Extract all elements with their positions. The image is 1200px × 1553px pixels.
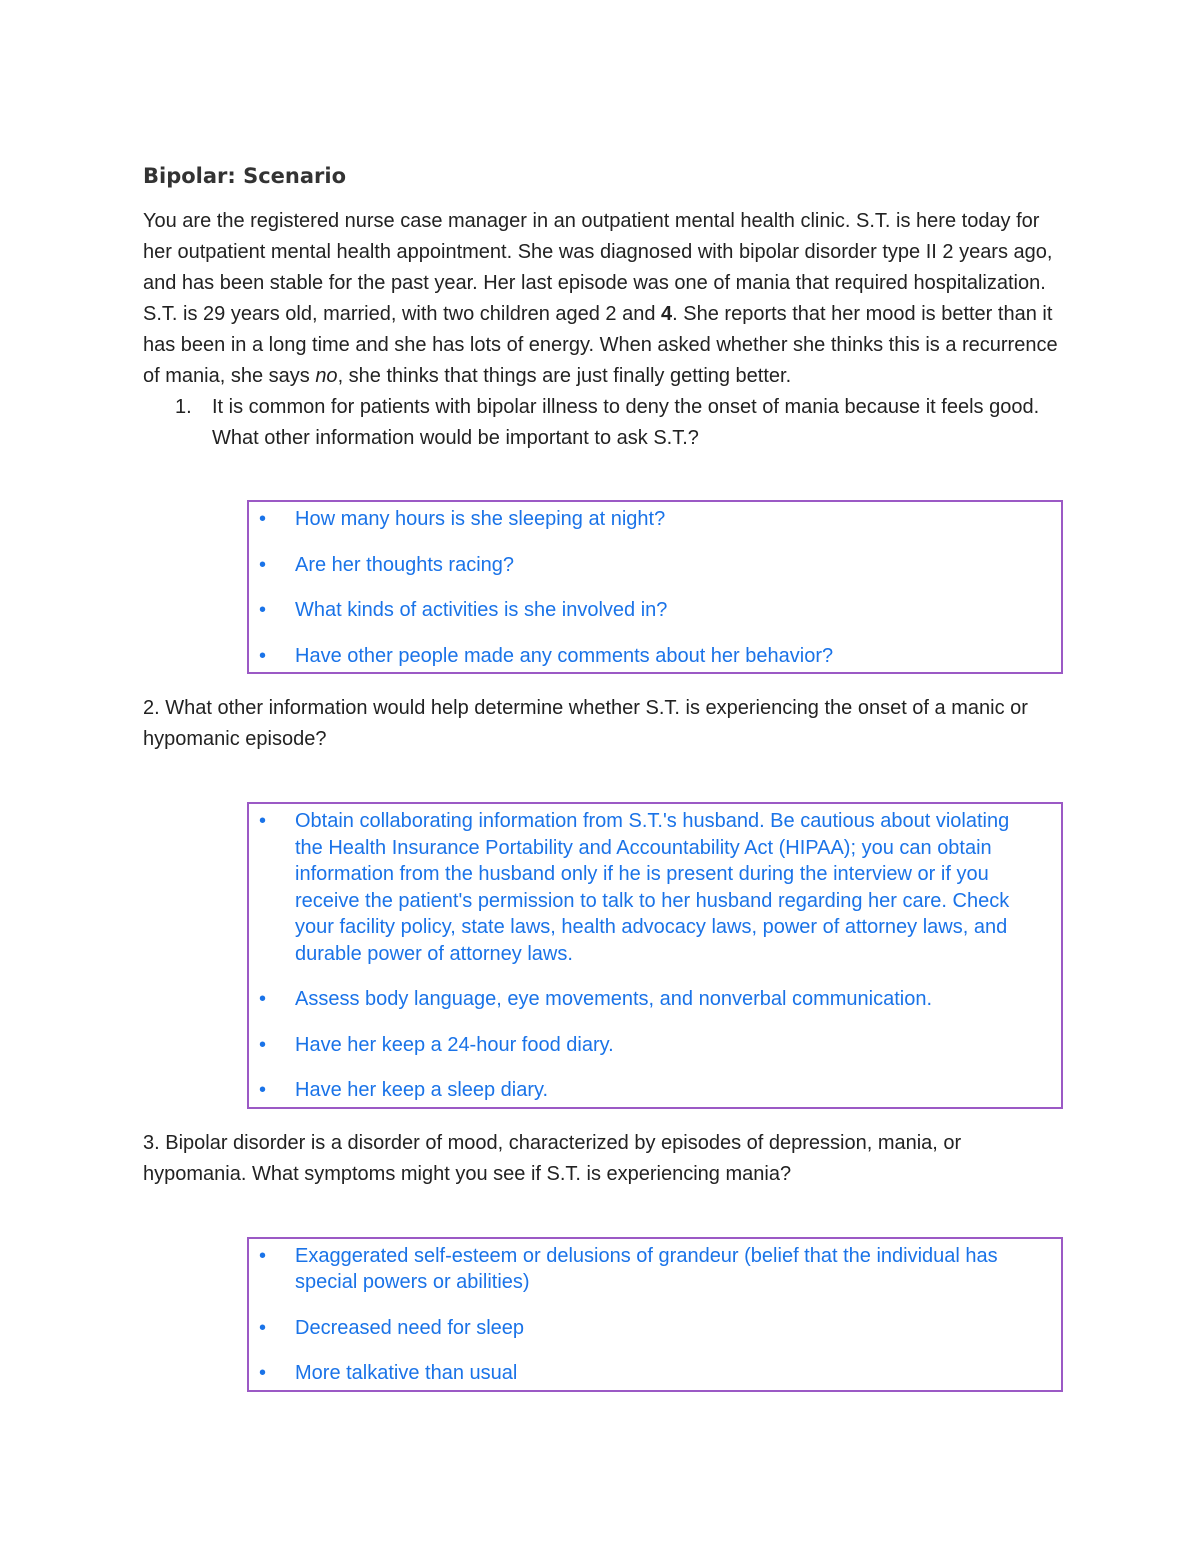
bullet-icon: •	[259, 1079, 267, 1101]
answer-2-3	[259, 1032, 1041, 1059]
answer-2-2-text: Assess body language, eye movements, and nonverbal communication.	[295, 988, 933, 1010]
scenario-text-3: , she thinks that things are just finally getting better.	[337, 365, 792, 387]
question-3-text: 3. Bipolar disorder is a disorder of mood, characterized by episodes of depression, mania, or hypomania. What symptoms might you see if S.T. is experiencing mania?	[143, 1131, 962, 1185]
answer-1-1	[259, 506, 1041, 533]
bullet-icon: •	[259, 644, 267, 667]
answer-box-2	[247, 802, 1063, 1109]
answer-1-4-text: Have other people made any comments about her behavior?	[295, 644, 834, 667]
bullet-icon: •	[259, 1316, 267, 1339]
scenario-italic-no: no	[315, 365, 338, 387]
scenario-paragraph	[143, 206, 1063, 392]
document-page	[143, 160, 1063, 1392]
answer-box-1	[247, 500, 1063, 674]
answer-2-1	[259, 808, 1041, 967]
answer-list-3	[259, 1243, 1041, 1387]
answer-2-1-text: Obtain collaborating information from S.T.'s husband. Be cautious about violating the Health Insurance Portability and Accountability Act (HIPAA); you can obtain information from the husband only if he is present during the interview or if you receive the patient's permission to talk to her husband regarding her care. Check your facility policy, state laws, health advocacy laws, power of attorney laws, and durable power of attorney laws.	[295, 810, 1010, 965]
bullet-icon: •	[259, 988, 267, 1010]
answer-3-1-text: Exaggerated self-esteem or delusions of grandeur (belief that the individual has special powers or abilities)	[295, 1244, 998, 1293]
bullet-icon: •	[259, 1033, 267, 1056]
bullet-icon: •	[259, 553, 267, 576]
question-1	[143, 392, 1063, 454]
bullet-icon: •	[259, 508, 267, 530]
question-2-text: 2. What other information would help determine whether S.T. is experiencing the onset of a manic or hypomanic episode?	[143, 697, 1028, 750]
bullet-icon: •	[259, 1362, 267, 1384]
answer-3-2-text: Decreased need for sleep	[295, 1316, 525, 1339]
answer-1-1-text: How many hours is she sleeping at night?	[295, 508, 666, 530]
document-title: Bipolar: Scenario	[143, 164, 347, 188]
scenario-bold-age: 4	[661, 303, 673, 325]
answer-1-2	[259, 552, 1041, 579]
scenario-text-1: You are the registered nurse case manager in an outpatient mental health clinic. S.T. is here today for her outpatient mental health appointment. She was diagnosed with bipolar disorder type II 2 years ago, and has been stable for the past year. Her last episode was one of mania that required hospitalization. S.T. is 29 years old, married, with two children aged 2 and	[143, 210, 1053, 325]
answer-3-3	[259, 1360, 1041, 1387]
answer-2-3-text: Have her keep a 24-hour food diary.	[295, 1033, 614, 1056]
question-1-text: It is common for patients with bipolar illness to deny the onset of mania because it feels good. What other information would be important to ask S.T.?	[212, 396, 1040, 449]
bullet-icon: •	[259, 1244, 267, 1267]
bullet-icon: •	[259, 599, 267, 621]
bullet-icon: •	[259, 810, 267, 832]
question-1-number: 1.	[175, 396, 192, 418]
answer-list-1	[259, 506, 1041, 669]
question-list	[143, 392, 1063, 454]
answer-1-3	[259, 597, 1041, 624]
answer-3-1	[259, 1243, 1041, 1296]
answer-1-3-text: What kinds of activities is she involved in?	[295, 599, 668, 621]
answer-2-2	[259, 986, 1041, 1013]
answer-2-4	[259, 1077, 1041, 1104]
answer-1-4	[259, 643, 1041, 670]
scenario-text-2: . She reports that her mood is better than it has been in a long time and she has lots of energy. When asked whether she thinks this is a recurrence of mania, she says	[143, 303, 1058, 387]
answer-box-3	[247, 1237, 1063, 1392]
answer-1-2-text: Are her thoughts racing?	[295, 553, 515, 576]
answer-list-2	[259, 808, 1041, 1104]
answer-3-3-text: More talkative than usual	[295, 1362, 518, 1384]
answer-2-4-text: Have her keep a sleep diary.	[295, 1079, 549, 1101]
answer-3-2	[259, 1315, 1041, 1342]
